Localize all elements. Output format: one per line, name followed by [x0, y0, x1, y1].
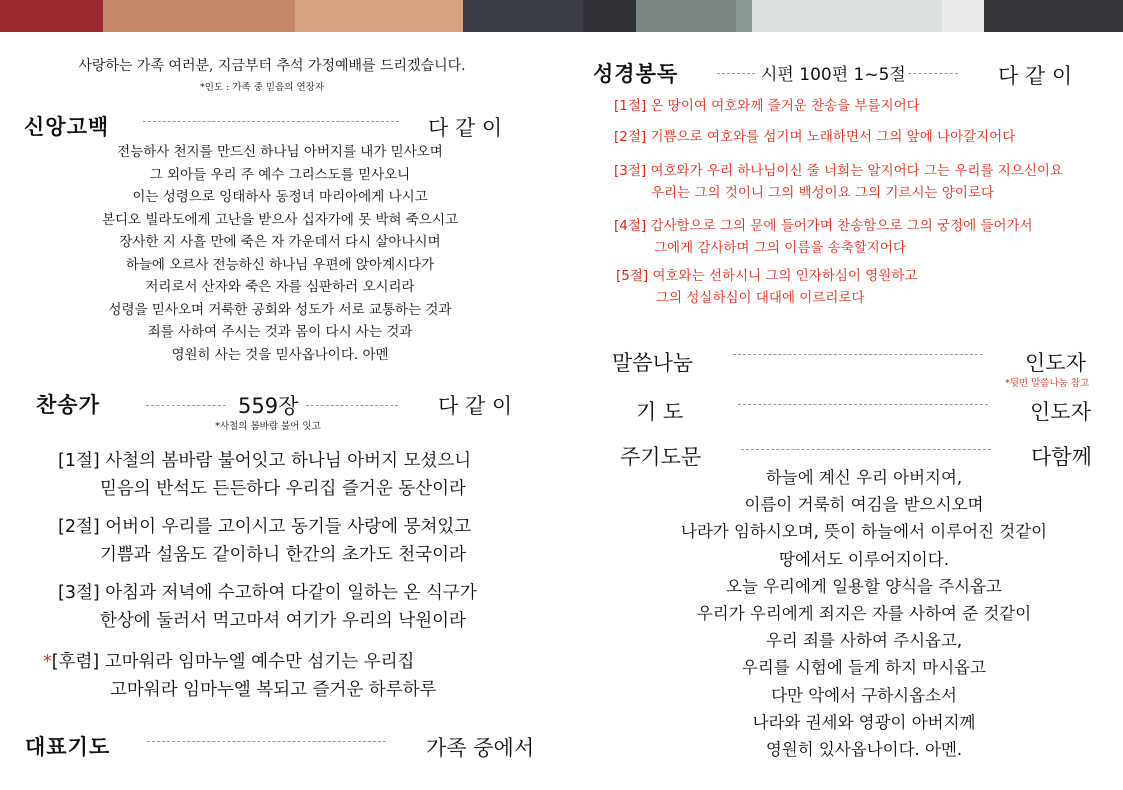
hymn-note: *사철의 봄바람 불어 잇고 [215, 421, 321, 432]
creed-leader: 다 같 이 [428, 116, 503, 140]
reading-title: 성경봉독 [593, 62, 679, 86]
creed-line: 그 외아들 우리 주 예수 그리스도를 믿사오니 [149, 166, 411, 183]
creed-line: 저리로서 산자와 죽은 자를 심판하러 오시리라 [145, 279, 415, 295]
hymn-number: 559장 [238, 394, 299, 418]
hymn-chorus-line [43, 648, 437, 676]
sermon-title: 말씀나눔 [612, 351, 694, 375]
creed-line: 죄를 사하여 주시는 것과 몸이 다시 사는 것과 [147, 324, 413, 340]
color-block [942, 0, 984, 32]
psalm-verse [616, 265, 917, 309]
creed-line: 장사한 지 사흘 만에 죽은 자 가운데서 다시 살아나시며 [119, 234, 441, 250]
sermon-note: *뒷면 말씀나눔 참고 [1005, 378, 1090, 389]
hymn-verse [58, 447, 471, 503]
color-block [636, 0, 736, 32]
lords-prayer-line: 영원히 있사옵나이다. 아멘. [765, 740, 963, 760]
sermon-dashed-line [733, 354, 983, 355]
lords-prayer-line: 다만 악에서 구하시옵소서 [771, 685, 957, 705]
psalm-verse-line: [1절] 온 땅이여 여호와께 즐거운 찬송을 부를지어다 [614, 98, 920, 114]
hymn-verse-line: [2절] 어버이 우리를 고이시고 동기들 사랑에 뭉쳐있고 [58, 517, 472, 537]
psalm-verse-line: [4절] 감사함으로 그의 문에 들어가며 찬송함으로 그의 궁정에 들어가서 [614, 218, 1033, 234]
color-block [984, 0, 1123, 32]
prayer-leader: 인도자 [1030, 400, 1091, 424]
hymn-verse [58, 513, 471, 569]
chorus-second-line: 고마워라 임마누엘 복되고 즐거운 하루하루 [110, 680, 437, 700]
lords-prayer-line: 나라가 임하시오며, 뜻이 하늘에서 이루어진 것같이 [680, 522, 1048, 542]
color-block [752, 0, 942, 32]
rep-prayer-title: 대표기도 [25, 735, 111, 759]
lords-prayer-line: 하늘에 계신 우리 아버지여, [765, 468, 963, 487]
hymn-verse-line: 한상에 둘러서 먹고마셔 여기가 우리의 낙원이라 [100, 611, 466, 631]
psalm-verse-line: [2절] 기쁨으로 여호와를 섬기며 노래하면서 그의 앞에 나아갈지어다 [614, 129, 1016, 145]
psalm-verse-line: [5절] 여호와는 선하시니 그의 인자하심이 영원하고 [616, 268, 918, 284]
creed-line: 이는 성령으로 잉태하사 동정녀 마리아에게 나시고 [132, 189, 428, 205]
lords-prayer-title: 주기도문 [620, 445, 702, 469]
psalm-verse-line: 그에게 감사하며 그의 이름을 송축할지어다 [654, 240, 906, 256]
reading-leader: 다 같 이 [998, 64, 1073, 88]
rep-prayer-leader: 가족 중에서 [426, 736, 535, 760]
sermon-leader: 인도자 [1025, 351, 1086, 375]
lords-prayer-line: 땅에서도 이루어지이다. [779, 549, 949, 569]
lords-prayer-line: 오늘 우리에게 일용할 양식을 주시옵고 [725, 576, 1003, 596]
creed-title: 신앙고백 [24, 115, 110, 139]
hymn-verse-line: [3절] 아침과 저녁에 수고하여 다같이 일하는 온 식구가 [58, 583, 477, 603]
creed-text [102, 141, 458, 366]
intro-note: *인도 : 가족 중 믿음의 연장자 [200, 82, 324, 93]
hymn-dashed-line-left [146, 405, 226, 406]
reading-dashed-line-right [908, 73, 958, 74]
lords-prayer-line: 이름이 거룩히 여김을 받으시오며 [744, 495, 984, 515]
psalm-verse [614, 126, 1015, 148]
hymn-verse-line: 기쁨과 설움도 같이하니 한간의 초가도 천국이라 [100, 545, 466, 565]
creed-dashed-line [143, 121, 399, 122]
color-block [463, 0, 583, 32]
top-color-strip [0, 0, 1123, 32]
hymn-verse-line: [1절] 사철의 봄바람 불어잇고 하나님 아버지 모셨으니 [58, 451, 472, 471]
rep-prayer-dashed-line [147, 741, 386, 742]
lords-prayer-line: 우리를 시험에 들게 하지 마시옵고 [741, 658, 987, 678]
color-block [103, 0, 295, 32]
psalm-verse-line: [3절] 여호와가 우리 하나님이신 줄 너희는 알지어다 그는 우리를 지으신이요 [614, 163, 1063, 179]
lords-prayer-line: 우리가 우리에게 죄지은 자를 사하여 준 것같이 [696, 604, 1032, 624]
color-block [0, 0, 103, 32]
color-block [583, 0, 636, 32]
lords-prayer-text [681, 464, 1047, 763]
lords-prayer-line: 우리 죄를 사하여 주시옵고, [765, 631, 963, 651]
hymn-chorus [43, 648, 437, 704]
chorus-first-line: [후렴] 고마워라 임마누엘 예수만 섬기는 우리집 [51, 652, 415, 672]
psalm-verse-line: 우리는 그의 것이니 그의 백성이요 그의 기르시는 양이로다 [651, 185, 995, 201]
creed-line: 성령을 믿사오며 거룩한 공회와 성도가 서로 교통하는 것과 [108, 301, 452, 318]
lords-prayer-leader: 다함께 [1031, 445, 1092, 469]
intro-greeting: 사랑하는 가족 여러분, 지금부터 추석 가정예배를 드리겠습니다. [78, 58, 466, 74]
color-block [295, 0, 463, 32]
hymn-title: 찬송가 [36, 393, 100, 417]
chorus-star: * [43, 652, 52, 672]
creed-line: 본디오 빌라도에게 고난을 받으사 십자가에 못 박혀 죽으시고 [101, 211, 459, 228]
hymn-verse-line: 믿음의 반석도 든든하다 우리집 즐거운 동산이라 [100, 479, 466, 499]
reading-dashed-line-left [717, 73, 755, 74]
hymn-dashed-line-right [306, 405, 398, 406]
prayer-title: 기 도 [636, 400, 684, 424]
creed-line: 하늘에 오르사 전능하신 하나님 우편에 앉아계시다가 [125, 256, 435, 273]
creed-line: 전능하사 천지를 만드신 하나님 아버지를 내가 믿사오며 [117, 144, 443, 160]
reading-passage: 시편 100편 1~5절 [761, 65, 906, 85]
psalm-verse [614, 215, 1033, 259]
lords-prayer-dashed-line [741, 449, 991, 450]
creed-line: 영원히 사는 것을 믿사옵나이다. 아멘 [171, 346, 389, 363]
hymn-verse [58, 579, 477, 635]
prayer-dashed-line [738, 404, 988, 405]
psalm-verse [614, 95, 920, 117]
lords-prayer-line: 나라와 권세와 영광이 아버지께 [752, 712, 976, 732]
hymn-leader: 다 같 이 [438, 394, 513, 418]
psalm-verse-line: 그의 성실하심이 대대에 이르리로다 [656, 290, 865, 306]
color-block [736, 0, 752, 32]
psalm-verse [614, 160, 1063, 204]
